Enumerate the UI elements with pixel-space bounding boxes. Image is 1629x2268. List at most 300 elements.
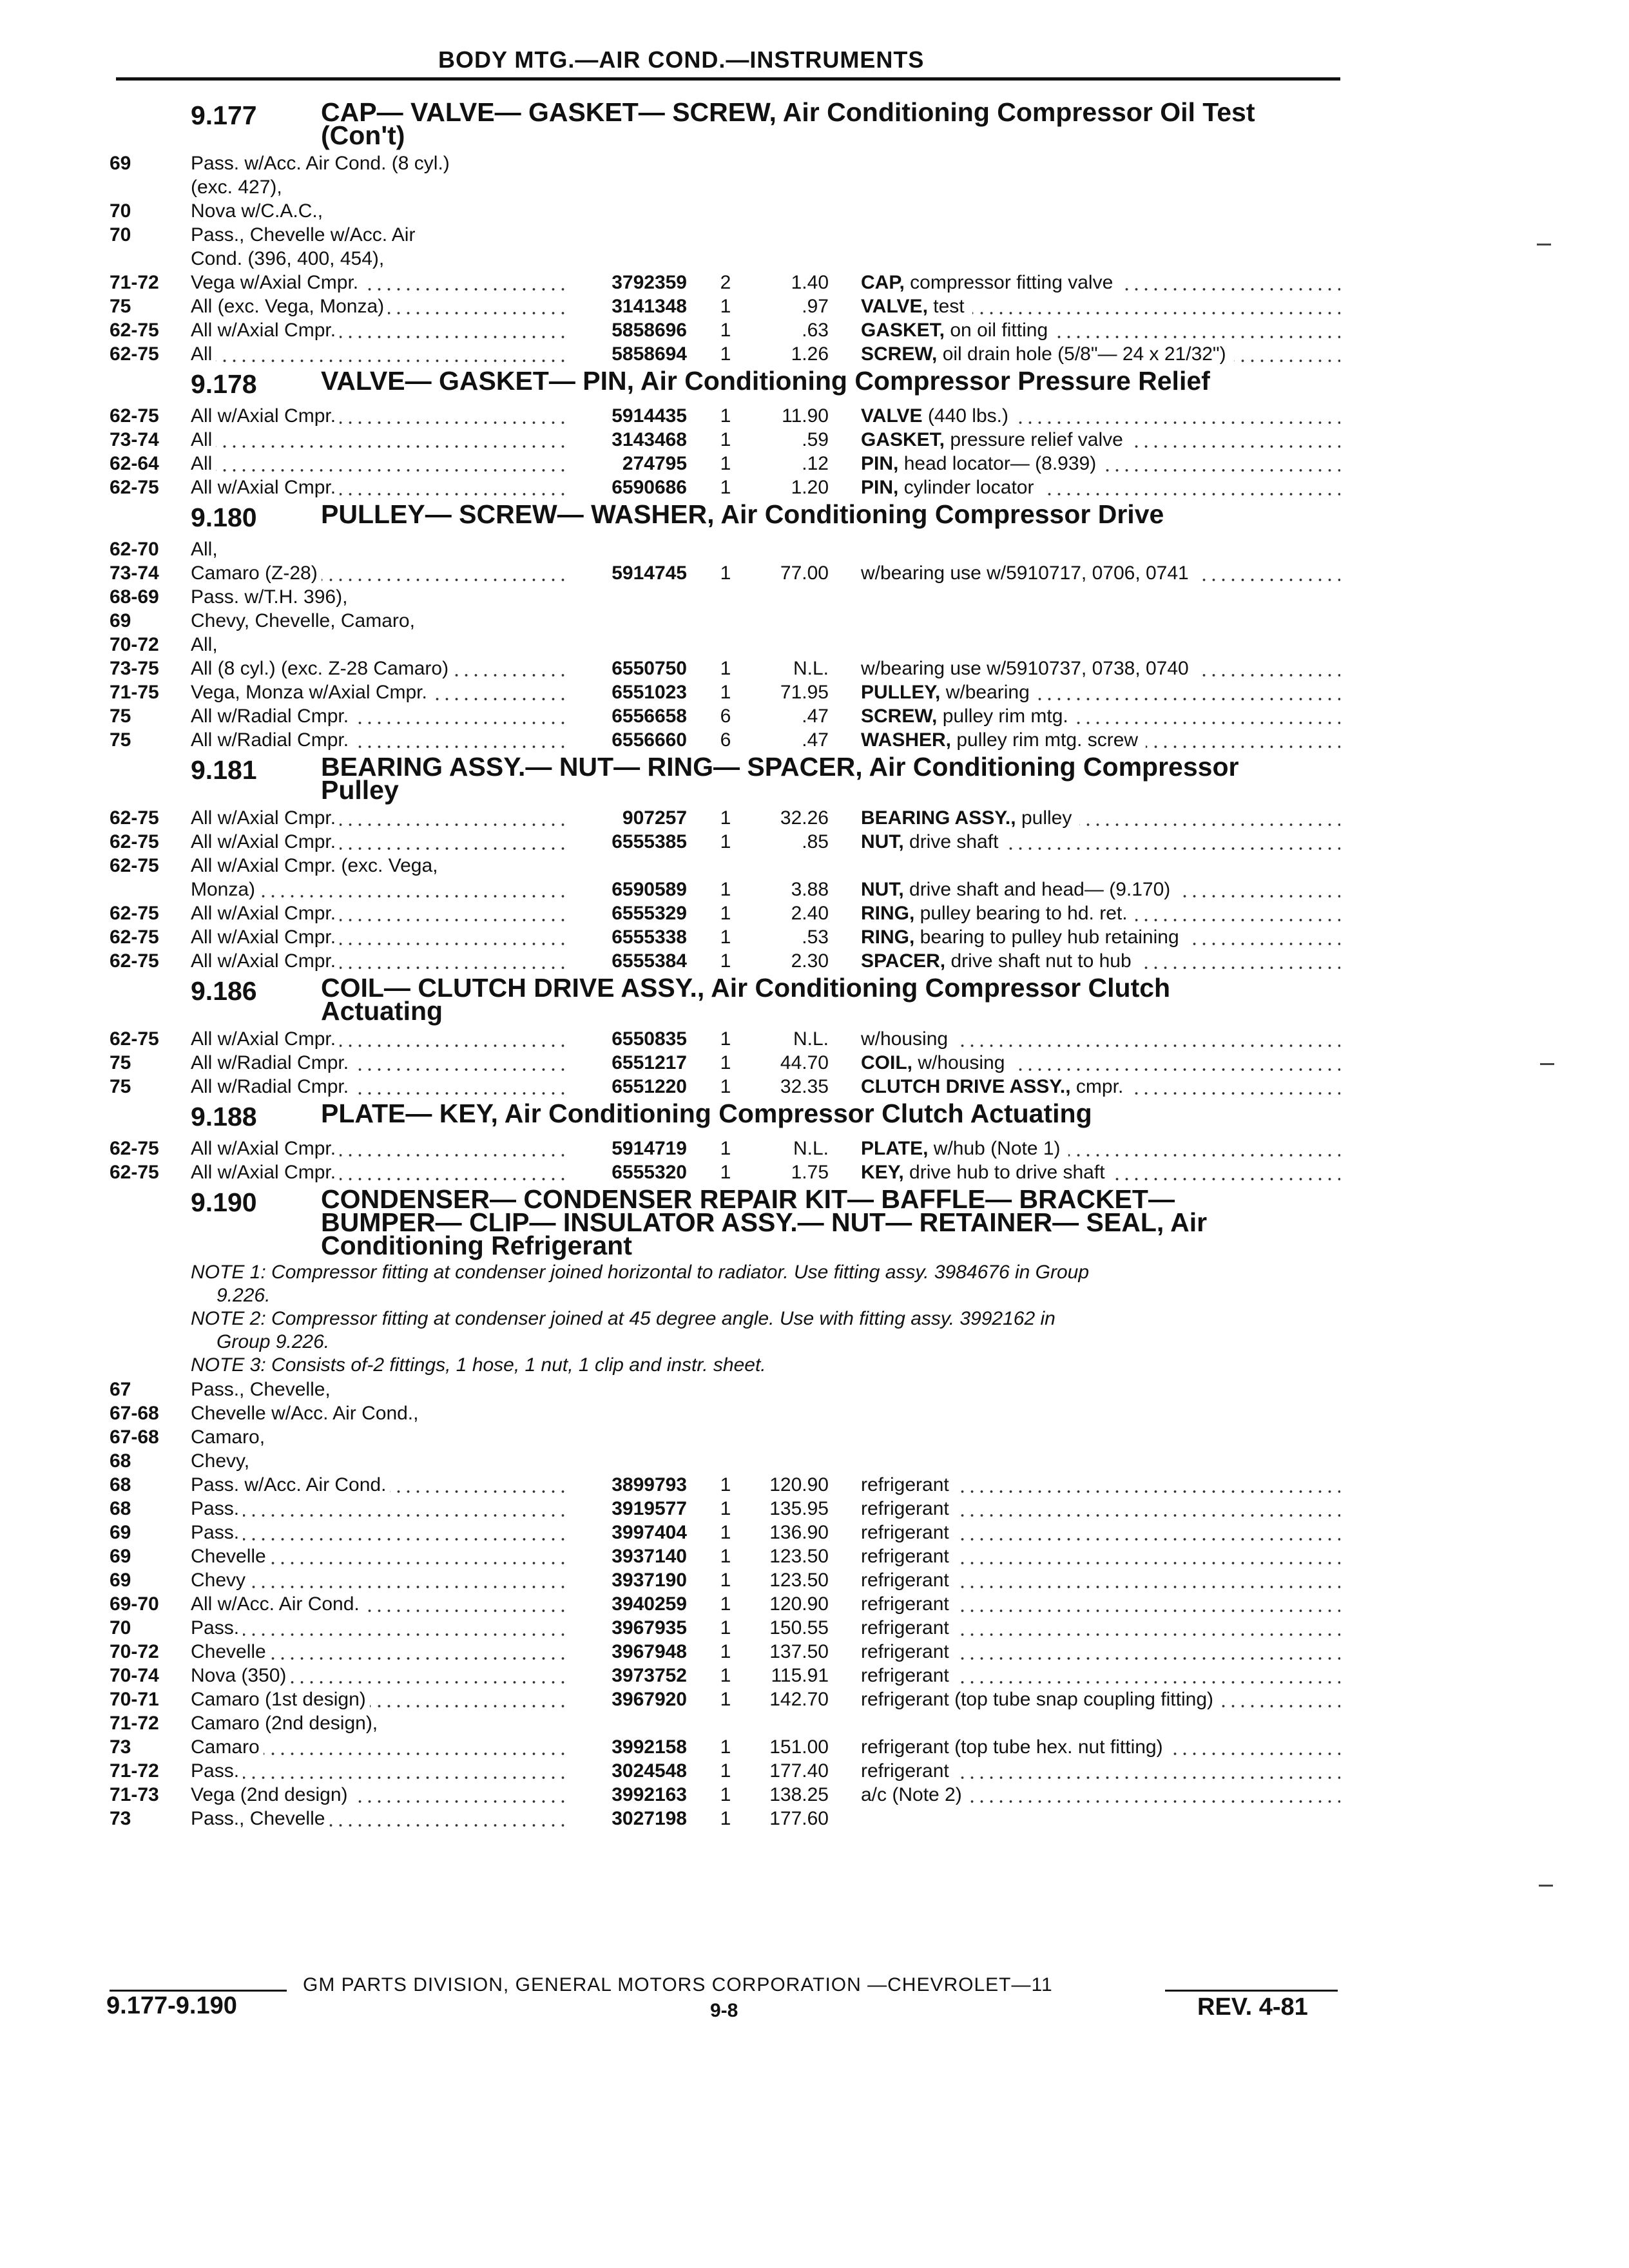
section-number: 9.188 [191,1102,257,1131]
section-header [110,499,1340,533]
parts-listing [110,97,1340,1830]
year: 70 [110,224,131,245]
model: Pass., Chevelle w/Acc. Air [191,224,419,245]
year: 70-72 [110,634,159,655]
model-cell [191,1760,571,1782]
model: All w/Axial Cmpr. [191,405,340,427]
model-cell [191,429,571,451]
description-cell [861,320,1340,341]
year: 69 [110,153,131,174]
description-text: a/c (Note 2) [861,1784,966,1805]
description-keyword: COIL, [861,1052,912,1073]
note-continuation: 9.226. [217,1285,271,1306]
model: Chevy, [191,1450,253,1472]
price: 151.00 [769,1736,829,1758]
model-cell [191,153,571,175]
part-number: 6551217 [612,1052,687,1073]
model-cell [191,903,571,925]
description [861,831,1006,852]
part-number: 6556658 [612,706,687,727]
description-text: pulley [1016,807,1076,829]
model-cell [191,1474,571,1496]
model: All w/Axial Cmpr. [191,807,340,829]
price: 123.50 [769,1546,829,1567]
quantity: 1 [720,950,731,972]
model: Chevelle [191,1641,270,1662]
quantity: 6 [720,706,731,727]
model: Vega, Monza w/Axial Cmpr. [191,682,431,703]
quantity: 1 [720,1076,731,1097]
description-cell [861,950,1340,972]
margin-mark [1539,1885,1553,1887]
table-row [110,632,1340,656]
part-number: 3141348 [612,296,687,317]
model-cell [191,224,571,246]
year: 62-75 [110,477,159,498]
table-row [110,925,1340,948]
description-keyword: NUT, [861,879,904,900]
price: .53 [802,927,829,948]
price: .59 [802,429,829,450]
description-text: refrigerant [861,1474,953,1495]
description [861,1617,957,1639]
description-keyword: PLATE, [861,1138,929,1159]
year: 62-64 [110,453,159,474]
table-row [110,222,1340,246]
description [861,1760,957,1782]
model: Pass. [191,1498,243,1519]
year: 73-74 [110,429,159,450]
model-cell [191,658,571,680]
description-cell [861,1689,1340,1711]
model: Chevy, Chevelle, Camaro, [191,610,419,631]
price: N.L. [793,1138,829,1159]
model-cell [191,200,571,222]
description-text: drive hub to drive shaft [904,1162,1109,1183]
model: Chevelle w/Acc. Air Cond., [191,1403,422,1424]
description-text: refrigerant [861,1570,953,1591]
description [861,1474,957,1495]
section-number: 9.180 [191,503,257,532]
year: 71-72 [110,1760,159,1782]
section-title: PLATE— KEY, Air Conditioning Compressor Clutch Actuating [321,1099,1092,1128]
description [861,1546,957,1567]
quantity: 1 [720,1641,731,1662]
section-header [110,366,1340,399]
model: Vega w/Axial Cmpr. [191,272,362,293]
table-row [110,1026,1340,1050]
part-number: 3992158 [612,1736,687,1758]
quantity: 1 [720,343,731,365]
year: 73 [110,1736,131,1758]
table-row [110,1591,1340,1615]
price: 138.25 [769,1784,829,1805]
model-cell [191,1498,571,1520]
description [861,477,1041,498]
part-number: 6555338 [612,927,687,948]
model-cell [191,927,571,948]
table-row [110,1663,1340,1687]
note [110,1307,1340,1354]
description-text: cmpr. [1071,1076,1128,1097]
model-cell [191,1736,571,1758]
quantity: 1 [720,453,731,474]
model: All w/Axial Cmpr. [191,1138,340,1159]
description-keyword: PIN, [861,453,899,474]
model-cell [191,1138,571,1160]
model: All w/Axial Cmpr. [191,1028,340,1050]
table-row [110,1401,1340,1425]
table-row [110,1050,1340,1074]
model: All [191,343,216,365]
model: All, [191,539,222,560]
title-rule [116,77,1340,81]
description-keyword: CLUTCH DRIVE ASSY., [861,1076,1071,1097]
description-cell [861,562,1340,584]
table-row [110,1448,1340,1472]
year: 67-68 [110,1427,159,1448]
note-text: NOTE 3: Consists of-2 fittings, 1 hose, 1 nut, 1 clip and instr. sheet. [191,1354,766,1376]
model-cell [191,453,571,475]
year: 62-75 [110,855,159,876]
year: 62-75 [110,1028,159,1050]
year: 62-75 [110,903,159,924]
model: All, [191,634,222,655]
table-row [110,451,1340,475]
model-cell [191,1689,571,1711]
footer-rule-right [1165,1990,1338,1992]
price: .12 [802,453,829,474]
part-number: 3940259 [612,1593,687,1615]
model-cell [191,1593,571,1615]
description-cell [861,1665,1340,1687]
model-cell [191,1665,571,1687]
part-number: 5914719 [612,1138,687,1159]
model: Chevy [191,1570,249,1591]
year: 69 [110,610,131,631]
year: 62-75 [110,807,159,829]
price: 150.55 [769,1617,829,1639]
quantity: 1 [720,831,731,852]
model-cell [191,1028,571,1050]
description-text: refrigerant [861,1760,953,1782]
year: 68 [110,1498,131,1519]
description [861,706,1076,727]
description-cell [861,1028,1340,1050]
quantity: 1 [720,1028,731,1050]
model-cell [191,562,571,584]
section-header [110,973,1340,1026]
section-title: COIL— CLUTCH DRIVE ASSY., Air Conditioning Compressor Clutch Actuating [321,973,1171,1026]
model-cell [191,879,571,901]
year: 62-70 [110,539,159,560]
quantity: 1 [720,1808,731,1829]
description-keyword: BEARING ASSY., [861,807,1016,829]
part-number: 3967920 [612,1689,687,1710]
quantity: 1 [720,1570,731,1591]
description [861,1522,957,1543]
part-number: 3967948 [612,1641,687,1662]
description [861,320,1055,341]
description-text: pulley bearing to hd. ret. [914,903,1131,924]
description-cell [861,405,1340,427]
model: Monza) [191,879,259,900]
description [861,296,972,317]
description-text: w/bearing [940,682,1033,703]
model-cell [191,296,571,318]
model-cell [191,831,571,853]
quantity: 1 [720,1522,731,1543]
part-number: 3899793 [612,1474,687,1495]
table-row [110,608,1340,632]
description-text: drive shaft [904,831,1003,852]
part-number: 6555384 [612,950,687,972]
year: 75 [110,1052,131,1073]
description [861,1593,957,1615]
price: 32.26 [780,807,829,829]
note [110,1354,1340,1377]
model: Pass., Chevelle, [191,1379,334,1400]
part-number: 6590589 [612,879,687,900]
description-cell [861,1784,1340,1806]
table-row [110,656,1340,680]
description-cell [861,879,1340,901]
quantity: 1 [720,1498,731,1519]
description-cell [861,1736,1340,1758]
model-cell [191,539,571,561]
description-text: pulley rim mtg. [937,706,1072,727]
table-row [110,1136,1340,1160]
model-cell [191,1052,571,1074]
year: 71-75 [110,682,159,703]
description-cell [861,453,1340,475]
table-row [110,1615,1340,1639]
quantity: 1 [720,1546,731,1567]
year: 62-75 [110,927,159,948]
description [861,1784,970,1805]
part-number: 3024548 [612,1760,687,1782]
year: 75 [110,296,131,317]
price: 44.70 [780,1052,829,1073]
year: 62-75 [110,1162,159,1183]
part-number: 3967935 [612,1617,687,1639]
description-cell [861,1641,1340,1663]
model: Camaro, [191,1427,269,1448]
year: 70-74 [110,1665,159,1686]
model: All (8 cyl.) (exc. Z-28 Camaro) [191,658,452,679]
model: Pass., Chevelle [191,1808,329,1829]
description-text: refrigerant [861,1498,953,1519]
price: 71.95 [780,682,829,703]
model-cell [191,343,571,365]
model: All [191,429,216,450]
note-text: NOTE 1: Compressor fitting at condenser joined horizontal to radiator. Use fitting assy. 3984676 in Group [191,1262,1090,1283]
part-number: 6550835 [612,1028,687,1050]
description-text: w/housing [861,1028,952,1050]
price: 11.90 [782,405,829,427]
year: 73-74 [110,562,159,584]
model: Chevelle [191,1546,270,1567]
table-row [110,175,1340,198]
table-row [110,877,1340,901]
price: 137.50 [769,1641,829,1662]
description [861,1736,1171,1758]
description-cell [861,477,1340,499]
model-cell [191,177,571,198]
description-cell [861,706,1340,727]
price: 123.50 [769,1570,829,1591]
part-number: 3792359 [612,272,687,293]
price: 3.88 [791,879,829,900]
description [861,1162,1113,1183]
table-row [110,341,1340,365]
model: (exc. 427), [191,177,286,198]
margin-mark [1537,244,1551,245]
quantity: 1 [720,1474,731,1495]
part-number: 6550750 [612,658,687,679]
price: 1.75 [791,1162,829,1183]
model-cell [191,1570,571,1591]
description [861,682,1037,703]
quantity: 1 [720,658,731,679]
year: 62-75 [110,950,159,972]
description-cell [861,831,1340,853]
margin-mark [1540,1063,1554,1065]
model: Pass. w/Acc. Air Cond. [191,1474,390,1495]
quantity: 1 [720,1162,731,1183]
description-cell [861,903,1340,925]
description [861,562,1197,584]
year: 73-75 [110,658,159,679]
model: All w/Axial Cmpr. [191,927,340,948]
year: 75 [110,706,131,727]
table-row [110,829,1340,853]
model-cell [191,405,571,427]
model-cell [191,634,571,656]
description-keyword: KEY, [861,1162,904,1183]
model-cell [191,855,571,877]
table-row [110,294,1340,318]
table-row [110,1639,1340,1663]
model-cell [191,1713,571,1735]
description-keyword: WASHER, [861,729,952,751]
description-keyword: NUT, [861,831,904,852]
model: Camaro (2nd design), [191,1713,381,1734]
model-cell [191,1522,571,1544]
description [861,1052,1012,1073]
year: 71-73 [110,1784,159,1805]
year: 75 [110,729,131,751]
quantity: 1 [720,1138,731,1159]
description-cell [861,1162,1340,1184]
price: 177.40 [769,1760,829,1782]
table-row [110,198,1340,222]
description-text: w/bearing use w/5910717, 0706, 0741 [861,562,1193,584]
part-number: 6555329 [612,903,687,924]
year: 70-72 [110,1641,159,1662]
note-text: NOTE 2: Compressor fitting at condenser joined at 45 degree angle. Use with fitting assy. 3992162 in [191,1308,1055,1329]
description-keyword: PULLEY, [861,682,941,703]
quantity: 1 [720,1665,731,1686]
quantity: 1 [720,1593,731,1615]
model: All w/Acc. Air Cond. [191,1593,363,1615]
part-number: 6551023 [612,682,687,703]
footer-section-range: 9.177-9.190 [106,1992,237,2019]
part-number: 5858696 [612,320,687,341]
description-keyword: VALVE [861,405,923,427]
section-header [110,1099,1340,1132]
price: .97 [802,296,829,317]
price: 2.30 [791,950,829,972]
quantity: 1 [720,1736,731,1758]
part-number: 3919577 [612,1498,687,1519]
model: Camaro (Z-28) [191,562,322,584]
year: 70 [110,1617,131,1639]
description [861,1689,1221,1710]
price: 2.40 [791,903,829,924]
table-row [110,1425,1340,1448]
part-number: 274795 [622,453,687,474]
price: N.L. [793,658,829,679]
table-row [110,1544,1340,1568]
model: Pass. [191,1760,243,1782]
year: 68 [110,1450,131,1472]
description-keyword: GASKET, [861,429,945,450]
description-text: on oil fitting [945,320,1052,341]
description-text: drive shaft and head— (9.170) [904,879,1175,900]
description [861,1498,957,1519]
description-text: cylinder locator [898,477,1037,498]
description-keyword: VALVE, [861,296,928,317]
table-row [110,318,1340,341]
note-continuation: Group 9.226. [217,1331,330,1352]
model-cell [191,729,571,751]
quantity: 1 [720,562,731,584]
part-number: 6590686 [612,477,687,498]
quantity: 1 [720,1052,731,1073]
price: 77.00 [780,562,829,584]
description-text: refrigerant [861,1641,953,1662]
year: 70 [110,200,131,222]
model: All [191,453,216,474]
table-row [110,1782,1340,1806]
model-cell [191,272,571,294]
description-keyword: SPACER, [861,950,946,972]
price: 1.40 [791,272,829,293]
description-text: refrigerant [861,1593,953,1615]
description-cell [861,1760,1340,1782]
part-number: 3992163 [612,1784,687,1805]
footer-publisher: GM PARTS DIVISION, GENERAL MOTORS CORPORATION —CHEVROLET—11 [303,1974,1053,1995]
model-cell [191,1403,571,1425]
description-cell [861,1546,1340,1568]
model: Pass. w/T.H. 396), [191,586,351,608]
year: 68-69 [110,586,159,608]
description-cell [861,1617,1340,1639]
description-text: refrigerant (top tube hex. nut fitting) [861,1736,1167,1758]
section-number: 9.190 [191,1187,257,1217]
table-row [110,680,1340,704]
description-text: head locator— (8.939) [898,453,1100,474]
description [861,1808,865,1829]
table-row [110,584,1340,608]
description-keyword: PIN, [861,477,899,498]
description [861,1665,957,1686]
model: All w/Axial Cmpr. [191,477,340,498]
description-keyword: GASKET, [861,320,945,341]
model-cell [191,610,571,632]
description-cell [861,1570,1340,1591]
